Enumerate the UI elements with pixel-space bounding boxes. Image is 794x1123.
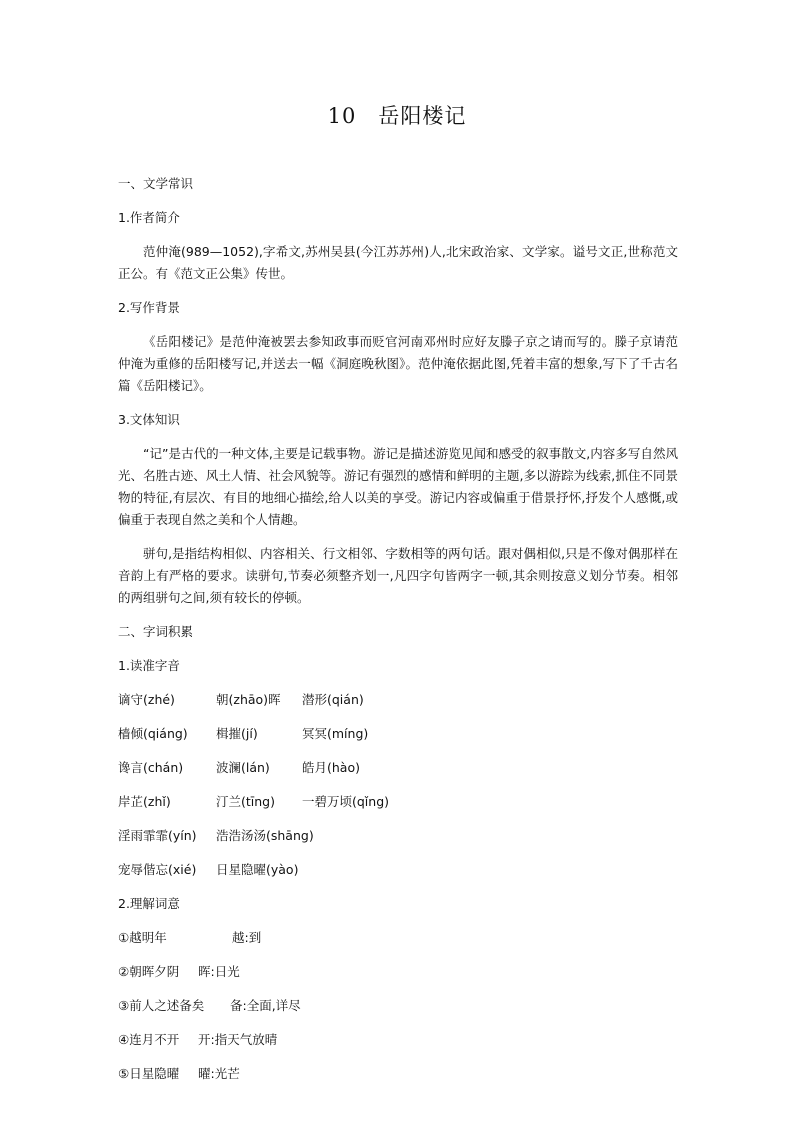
pronunciation-item: 潜形(qián) [302,692,364,707]
pronunciation-item: 宠辱偕忘(xié) [118,862,197,877]
meaning-gloss: 晖:日光 [198,964,240,979]
pronunciation-item: 浩浩汤汤(shāng) [216,828,314,843]
genre-paragraph-2: 骈句,是指结构相似、内容相关、行文相邻、字数相等的两句话。跟对偶相似,只是不像对偶那样在音韵上有严格的要求。读骈句,节奏必须整齐划一,凡四字句皆两字一顿,其余则按意义划分节奏。相邻的两组骈句之间,须有较长的停顿。 [118,546,678,605]
lesson-title: 岳阳楼记 [378,104,467,128]
pronunciation-row [118,689,678,711]
pronunciation-item: 朝(zhāo)晖 [216,692,281,707]
pronunciation-item: 皓月(hào) [302,760,360,775]
subheading-pronunciation: 1.读准字音 [118,658,180,673]
pronunciation-item: 谪守(zhé) [118,692,175,707]
pronunciation-row [118,859,678,881]
meaning-row [118,995,678,1017]
meaning-phrase: ⑤日星隐曜 [118,1066,180,1081]
meaning-phrase: ④连月不开 [118,1032,180,1047]
meaning-gloss: 曜:光芒 [198,1066,240,1081]
pronunciation-row [118,825,678,847]
author-paragraph: 范仲淹(989—1052),字希文,苏州吴县(今江苏苏州)人,北宋政治家、文学家。谥号文正,世称范文正公。有《范文正公集》传世。 [118,244,678,281]
meaning-row [118,927,678,949]
meaning-list [118,927,678,1085]
meaning-row [118,961,678,983]
background-paragraph: 《岳阳楼记》是范仲淹被罢去参知政事而贬官河南邓州时应好友滕子京之请而写的。滕子京请范仲淹为重修的岳阳楼写记,并送去一幅《洞庭晚秋图》。范仲淹依据此图,凭着丰富的想象,写下了千古名篇《岳阳楼记》。 [118,334,678,393]
meaning-phrase: ②朝晖夕阴 [118,964,180,979]
meaning-gloss: 越:到 [232,930,262,945]
pronunciation-row [118,757,678,779]
pronunciation-item: 波澜(lán) [216,760,270,775]
meaning-phrase: ③前人之述备矣 [118,998,205,1013]
pronunciation-item: 汀兰(tīng) [216,794,275,809]
subheading-genre: 3.文体知识 [118,412,180,427]
pronunciation-item: 一碧万顷(qǐng) [302,794,390,809]
pronunciation-item: 樯倾(qiáng) [118,726,188,741]
pronunciation-item: 岸芷(zhǐ) [118,794,171,809]
pronunciation-item: 谗言(chán) [118,760,184,775]
meaning-gloss: 开:指天气放晴 [198,1032,278,1047]
pronunciation-list [118,689,678,881]
section-heading-literature: 一、文学常识 [118,176,194,191]
subheading-meaning: 2.理解词意 [118,896,180,911]
subheading-author: 1.作者简介 [118,210,180,225]
content [118,173,678,1097]
pronunciation-row [118,791,678,813]
pronunciation-row [118,723,678,745]
pronunciation-item: 楫摧(jí) [216,726,258,741]
pronunciation-item: 淫雨霏霏(yín) [118,828,197,843]
meaning-gloss: 备:全面,详尽 [230,998,301,1013]
meaning-row [118,1063,678,1085]
subheading-background: 2.写作背景 [118,300,180,315]
genre-paragraph-1: “记”是古代的一种文体,主要是记载事物。游记是描述游览见闻和感受的叙事散文,内容多写自然风光、名胜古迹、风土人情、社会风貌等。游记有强烈的感情和鲜明的主题,多以游踪为线索,抓住不同景物的特征,有层次、有目的地细心描绘,给人以美的享受。游记内容或偏重于借景抒怀,抒发个人感慨,或偏重于表现自然之美和个人情趣。 [118,446,678,527]
section-heading-vocabulary: 二、字词积累 [118,624,194,639]
meaning-row [118,1029,678,1051]
page-title [0,100,794,130]
pronunciation-item: 日星隐曜(yào) [216,862,299,877]
meaning-phrase: ①越明年 [118,930,167,945]
lesson-number: 10 [327,104,357,128]
pronunciation-item: 冥冥(míng) [302,726,369,741]
